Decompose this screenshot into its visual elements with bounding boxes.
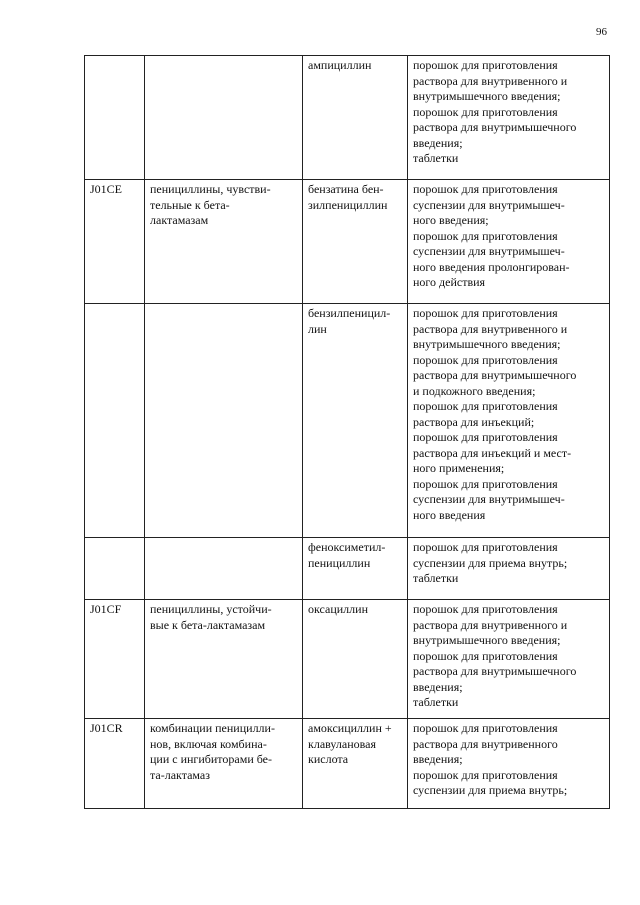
group-name-cell: пенициллины, устойчи- вые к бета-лактамазам xyxy=(145,600,303,719)
drug-table xyxy=(84,55,610,809)
drug-name-cell: амоксициллин + клавулановая кислота xyxy=(303,719,408,809)
dosage-form-cell: порошок для приготовления суспензии для приема внутрь; таблетки xyxy=(408,538,610,600)
group-name-cell xyxy=(145,304,303,538)
atc-code-cell: J01CF xyxy=(85,600,145,719)
drug-name-cell: бензилпеницил- лин xyxy=(303,304,408,538)
page-number: 96 xyxy=(596,26,607,38)
dosage-form-cell: порошок для приготовления раствора для внутривенного и внутримышечного введения; порошок для приготовления раствора для внутримышечного введения; таблетки xyxy=(408,600,610,719)
table-row xyxy=(85,304,610,538)
group-name-cell xyxy=(145,56,303,180)
table-row xyxy=(85,719,610,809)
atc-code-cell xyxy=(85,538,145,600)
drug-name-cell: бензатина бен- зилпенициллин xyxy=(303,180,408,304)
atc-code-cell: J01CR xyxy=(85,719,145,809)
dosage-form-cell: порошок для приготовления раствора для внутривенного и внутримышечного введения; порошок для приготовления раствора для внутримышечного и подкожного введения; порошок для приготовления раствора для инъекций; порошок для приготовления раствора для инъекций и мест- ного применения; порошок для приготовления суспензии для внутримышеч- ного введения xyxy=(408,304,610,538)
drug-name-cell: оксациллин xyxy=(303,600,408,719)
table-row xyxy=(85,600,610,719)
table-row xyxy=(85,180,610,304)
dosage-form-cell: порошок для приготовления суспензии для внутримышеч- ного введения; порошок для приготовления суспензии для внутримышеч- ного введения пролонгирован- ного действия xyxy=(408,180,610,304)
atc-code-cell xyxy=(85,304,145,538)
drug-name-cell: ампициллин xyxy=(303,56,408,180)
group-name-cell: комбинации пеницилли- нов, включая комбина- ции с ингибиторами бе- та-лактамаз xyxy=(145,719,303,809)
table-row xyxy=(85,56,610,180)
group-name-cell xyxy=(145,538,303,600)
atc-code-cell: J01CE xyxy=(85,180,145,304)
group-name-cell: пенициллины, чувстви- тельные к бета- лактамазам xyxy=(145,180,303,304)
table-row xyxy=(85,538,610,600)
atc-code-cell xyxy=(85,56,145,180)
dosage-form-cell: порошок для приготовления раствора для внутривенного введения; порошок для приготовления суспензии для приема внутрь; xyxy=(408,719,610,809)
dosage-form-cell: порошок для приготовления раствора для внутривенного и внутримышечного введения; порошок для приготовления раствора для внутримышечного введения; таблетки xyxy=(408,56,610,180)
drug-name-cell: феноксиметил- пенициллин xyxy=(303,538,408,600)
